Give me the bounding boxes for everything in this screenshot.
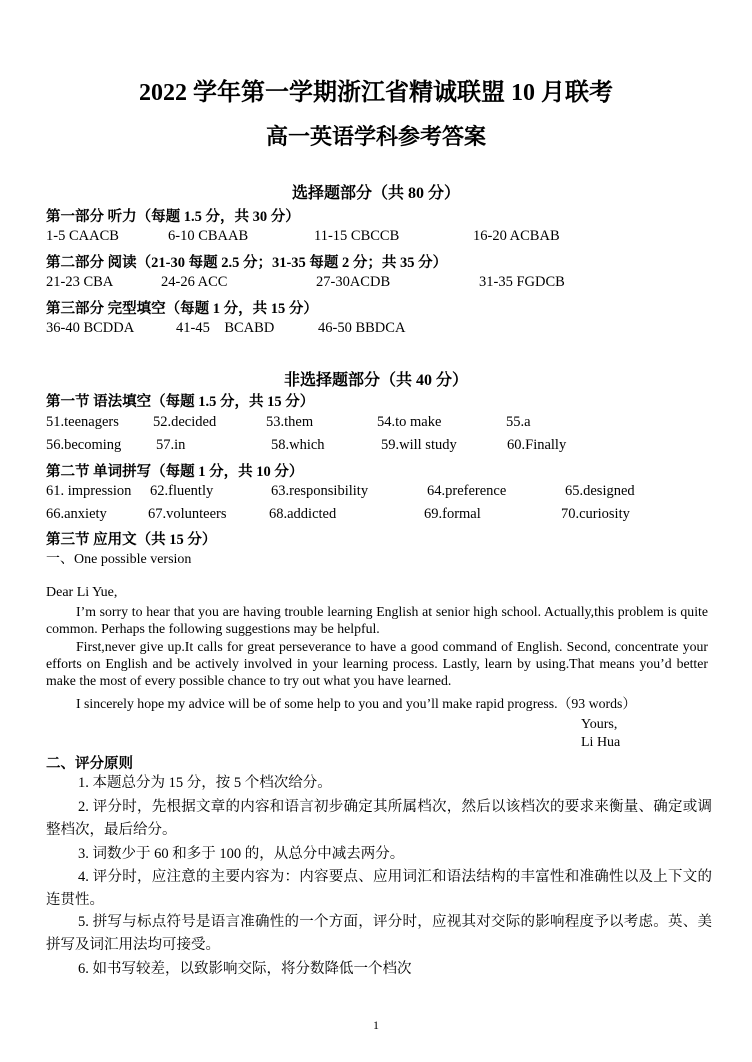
part3-title: 第三部分 完型填空（每题 1 分，共 15 分）: [46, 301, 318, 317]
grammar-answer: 57.in: [156, 437, 186, 453]
spelling-answer: 65.designed: [565, 483, 635, 499]
spelling-answer: 66.anxiety: [46, 506, 107, 522]
grammar-answer: 55.a: [506, 414, 531, 430]
part2-answer: 21-23 CBA: [46, 274, 114, 290]
essay-salutation: Dear Li Yue,: [46, 585, 118, 600]
section1-title: 第一节 语法填空（每题 1.5 分，共 15 分）: [46, 394, 315, 410]
grammar-answer: 52.decided: [153, 414, 217, 430]
essay-paragraph: I sincerely hope my advice will be of some help to you and you’ll make rapid progress.（93 words）: [76, 696, 637, 711]
objective-heading: 选择题部分（共 80 分）: [291, 185, 460, 202]
essay-paragraph: I’m sorry to hear that you are having trouble learning English at senior high school. Actually,this problem is quite common. Perhaps the following suggestions may be helpful.: [46, 604, 708, 636]
grammar-answer: 59.will study: [381, 437, 457, 453]
spelling-answer: 64.preference: [427, 483, 507, 499]
grading-item: 4. 评分时，应注意的主要内容为：内容要点、应用词汇和语法结构的丰富性和准确性以及上下文的连贯性。: [46, 869, 712, 908]
essay-signature: Li Hua: [581, 735, 621, 750]
grading-item: 5. 拼写与标点符号是语言准确性的一个方面，评分时，应视其对交际的影响程度予以考虑。英、美拼写及词汇用法均可接受。: [46, 914, 712, 953]
grammar-answer: 54.to make: [377, 414, 442, 430]
part2-answer: 27-30ACDB: [316, 274, 391, 290]
spelling-answer: 69.formal: [424, 506, 481, 522]
grading-item: 3. 词数少于 60 和多于 100 的，从总分中减去两分。: [78, 846, 405, 862]
part3-answer: 36-40 BCDDA: [46, 320, 135, 336]
page-subtitle: 高一英语学科参考答案: [265, 124, 486, 149]
part1-answer: 16-20 ACBAB: [473, 228, 560, 244]
grading-item: 2. 评分时，先根据文章的内容和语言初步确定其所属档次，然后以该档次的要求来衡量、确定或调整档次，最后给分。: [46, 799, 712, 838]
part1-answer: 1-5 CAACB: [46, 228, 119, 244]
part3-answer: 41-45 BCABD: [176, 320, 275, 336]
essay-paragraph: First,never give up.It calls for great perseverance to have a good command of English. Second, concentrate your efforts on English and be actively involved in your learning process. Lastly, learn by using.That means you’d better make the most of every possible chance to try out what you have learned.: [46, 639, 708, 688]
spelling-answer: 70.curiosity: [561, 506, 630, 522]
spelling-answer: 63.responsibility: [271, 483, 369, 499]
part1-answer: 6-10 CBAAB: [168, 228, 249, 244]
grading-item: 6. 如书写较差，以致影响交际，将分数降低一个档次: [78, 961, 412, 977]
grading-item: 1. 本题总分为 15 分，按 5 个档次给分。: [78, 775, 332, 791]
spelling-answer: 67.volunteers: [148, 506, 227, 522]
grammar-answer: 60.Finally: [507, 437, 567, 453]
part2-answer: 24-26 ACC: [161, 274, 228, 290]
page-title: 2022 学年第一学期浙江省精诚联盟 10 月联考: [139, 80, 613, 106]
spelling-answer: 62.fluently: [150, 483, 214, 499]
part3-answer: 46-50 BBDCA: [318, 320, 406, 336]
grammar-answer: 53.them: [266, 414, 314, 430]
essay-closing: Yours,: [581, 717, 618, 732]
part2-answer: 31-35 FGDCB: [479, 274, 565, 290]
part1-answer: 11-15 CBCCB: [314, 228, 400, 244]
grading-heading: 二、评分原则: [46, 756, 133, 772]
grammar-answer: 51.teenagers: [46, 414, 119, 430]
essay-label: 一、One possible version: [46, 552, 192, 567]
subjective-heading: 非选择题部分（共 40 分）: [283, 372, 468, 389]
part1-title: 第一部分 听力（每题 1.5 分，共 30 分）: [46, 209, 300, 225]
spelling-answer: 61. impression: [46, 483, 132, 499]
section2-title: 第二节 单词拼写（每题 1 分，共 10 分）: [46, 464, 304, 480]
part2-title: 第二部分 阅读（21-30 每题 2.5 分；31-35 每题 2 分；共 35 分）: [46, 255, 448, 271]
section3-title: 第三节 应用文（共 15 分）: [46, 532, 217, 548]
page-number: 1: [373, 1018, 379, 1032]
grammar-answer: 56.becoming: [46, 437, 122, 453]
grammar-answer: 58.which: [271, 437, 325, 453]
spelling-answer: 68.addicted: [269, 506, 337, 522]
